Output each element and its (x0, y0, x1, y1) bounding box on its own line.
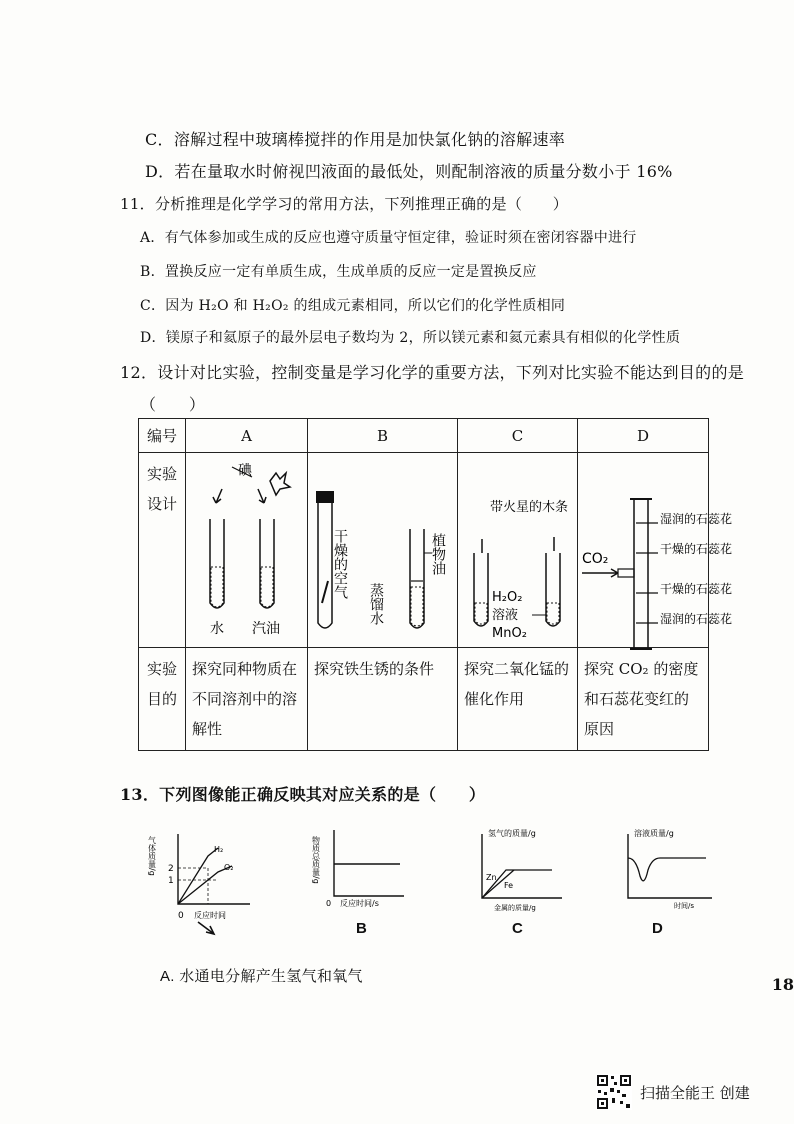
graph-d-ylabel: 溶液质量/g (634, 829, 674, 838)
iron-nail-icon (322, 581, 328, 603)
graph-a (147, 826, 260, 934)
label-glowing-stick: 带火星的木条 (490, 500, 569, 515)
q12-stem: 12．设计对比实验，控制变量是学习化学的重要方法，下列对比实验不能达到目的的是 (120, 363, 745, 382)
purpose-b: 探究铁生锈的条件 (308, 648, 458, 751)
q11-option-a: A．有气体参加或生成的反应也遵守质量守恒定律，验证时须在密闭容器中进行 (140, 230, 637, 246)
graph-a-caption: A. 水通电分解产生氢气和氧气 (160, 968, 363, 985)
arrow-right-icon (258, 489, 266, 503)
test-tube-dry (318, 503, 332, 628)
graph-d-caption: D (652, 920, 663, 937)
q12-answer-paren: （ ） (140, 395, 206, 414)
graph-b-origin: 0 (326, 899, 332, 908)
diagram-d-cell (578, 453, 733, 648)
glass-column (634, 499, 648, 649)
test-tube-c-left (474, 553, 488, 626)
header-col-c: C (458, 419, 578, 453)
purpose-d: 探究 CO₂ 的密度和石蕊花变红的原因 (578, 648, 709, 751)
flower-label-1: 湿润的石蕊花 (660, 512, 733, 526)
flower-label-3: 干燥的石蕊花 (660, 582, 733, 596)
q11-option-c: C．因为 H₂O 和 H₂O₂ 的组成元素相同，所以它们的化学性质相同 (140, 298, 566, 314)
q11-option-b: B．置换反应一定有单质生成，生成单质的反应一定是置换反应 (140, 264, 537, 280)
q11-stem: 11．分析推理是化学学习的常用方法，下列推理正确的是（ ） (120, 195, 569, 213)
graph-d-line (628, 858, 706, 881)
diagram-c-cell (458, 453, 578, 648)
row-label-design: 实验设计 (139, 453, 186, 648)
diagram-d (578, 453, 733, 643)
diagram-b-cell (308, 453, 458, 648)
pen-mark-icon (198, 922, 214, 934)
header-col-b: B (308, 419, 458, 453)
label-mno2: MnO₂ (492, 626, 527, 641)
graph-b (311, 826, 414, 914)
experiment-table (138, 418, 733, 751)
graph-c (470, 826, 570, 914)
flower-label-2: 干燥的石蕊花 (660, 542, 733, 556)
graph-c-caption: C (512, 920, 523, 937)
graph-b-axes (334, 830, 404, 896)
page-number: 18 (771, 975, 794, 994)
label-water: 水 (210, 621, 224, 637)
label-gasoline: 汽油 (252, 621, 280, 637)
label-vegetable-oil: 植物油 (430, 533, 446, 575)
graph-c-xlabel: 金属的质量/g (494, 904, 536, 912)
q11-option-d: D．镁原子和氦原子的最外层电子数均为 2，所以镁元素和氦元素具有相似的化学性质 (140, 330, 681, 346)
graph-b-ylabel: 物质总质量/g (311, 836, 321, 884)
row-label-purpose: 实验目的 (139, 648, 186, 751)
header-col-d: D (578, 419, 709, 453)
graph-b-caption: B (356, 920, 367, 937)
graph-d (620, 826, 720, 914)
stopper-icon (316, 491, 334, 503)
test-tube-oil (410, 529, 424, 628)
label-co2: CO₂ (582, 551, 609, 567)
diagram-c (458, 453, 576, 643)
graph-c-fe-label: Fe (504, 881, 514, 890)
footer (596, 1074, 750, 1110)
graph-a-tick-1: 1 (168, 876, 174, 886)
graph-c-zn-label: Zn (486, 873, 497, 882)
graph-a-tick-2: 2 (168, 864, 174, 874)
iodine-crystal-icon (270, 473, 290, 495)
label-h2o2: H₂O₂ (492, 590, 523, 605)
label-distilled-water: 蒸馏水 (368, 583, 384, 625)
graph-a-xlabel: 反应时间 (194, 911, 226, 920)
diagram-a-cell (186, 453, 308, 648)
graph-c-ylabel: 氢气的质量/g (488, 829, 536, 838)
label-solution: 溶液 (492, 608, 519, 623)
test-tube-c-right (546, 553, 560, 626)
header-col-a: A (186, 419, 308, 453)
label-dry-air: 干燥的空气 (332, 529, 348, 599)
graph-a-h2-label: H₂ (214, 845, 224, 854)
arrow-left-icon (213, 489, 222, 503)
qr-code-icon (596, 1074, 632, 1110)
purpose-a: 探究同种物质在不同溶剂中的溶解性 (186, 648, 308, 751)
test-tube-left (210, 519, 224, 608)
purpose-c: 探究二氧化锰的催化作用 (458, 648, 578, 751)
q13-stem: 13．下列图像能正确反映其对应关系的是（ ） (120, 785, 486, 804)
graph-b-xlabel: 反应时间/s (340, 899, 379, 908)
graph-a-origin: 0 (178, 911, 184, 921)
header-number: 编号 (139, 419, 186, 453)
q10-option-d: D．若在量取水时俯视凹液面的最低处，则配制溶液的质量分数小于 16% (145, 162, 673, 181)
test-tube-right (260, 519, 274, 608)
label-iodine: 碘 (238, 463, 252, 479)
graph-a-o2-label: O₂ (224, 863, 234, 872)
graph-a-ylabel: 气体质量/g (147, 836, 157, 876)
footer-text: 扫描全能王 创建 (640, 1083, 750, 1102)
graph-d-xlabel: 时间/s (674, 902, 695, 910)
graph-d-axes (628, 834, 712, 898)
diagram-b (308, 453, 456, 643)
arrow-right-icon (582, 569, 618, 577)
diagram-a (186, 453, 306, 643)
graph-c-axes (482, 834, 562, 898)
q10-option-c: C．溶解过程中玻璃棒搅拌的作用是加快氯化钠的溶解速率 (145, 130, 566, 149)
flower-label-4: 湿润的石蕊花 (660, 612, 733, 626)
litmus-flowers (636, 523, 658, 623)
